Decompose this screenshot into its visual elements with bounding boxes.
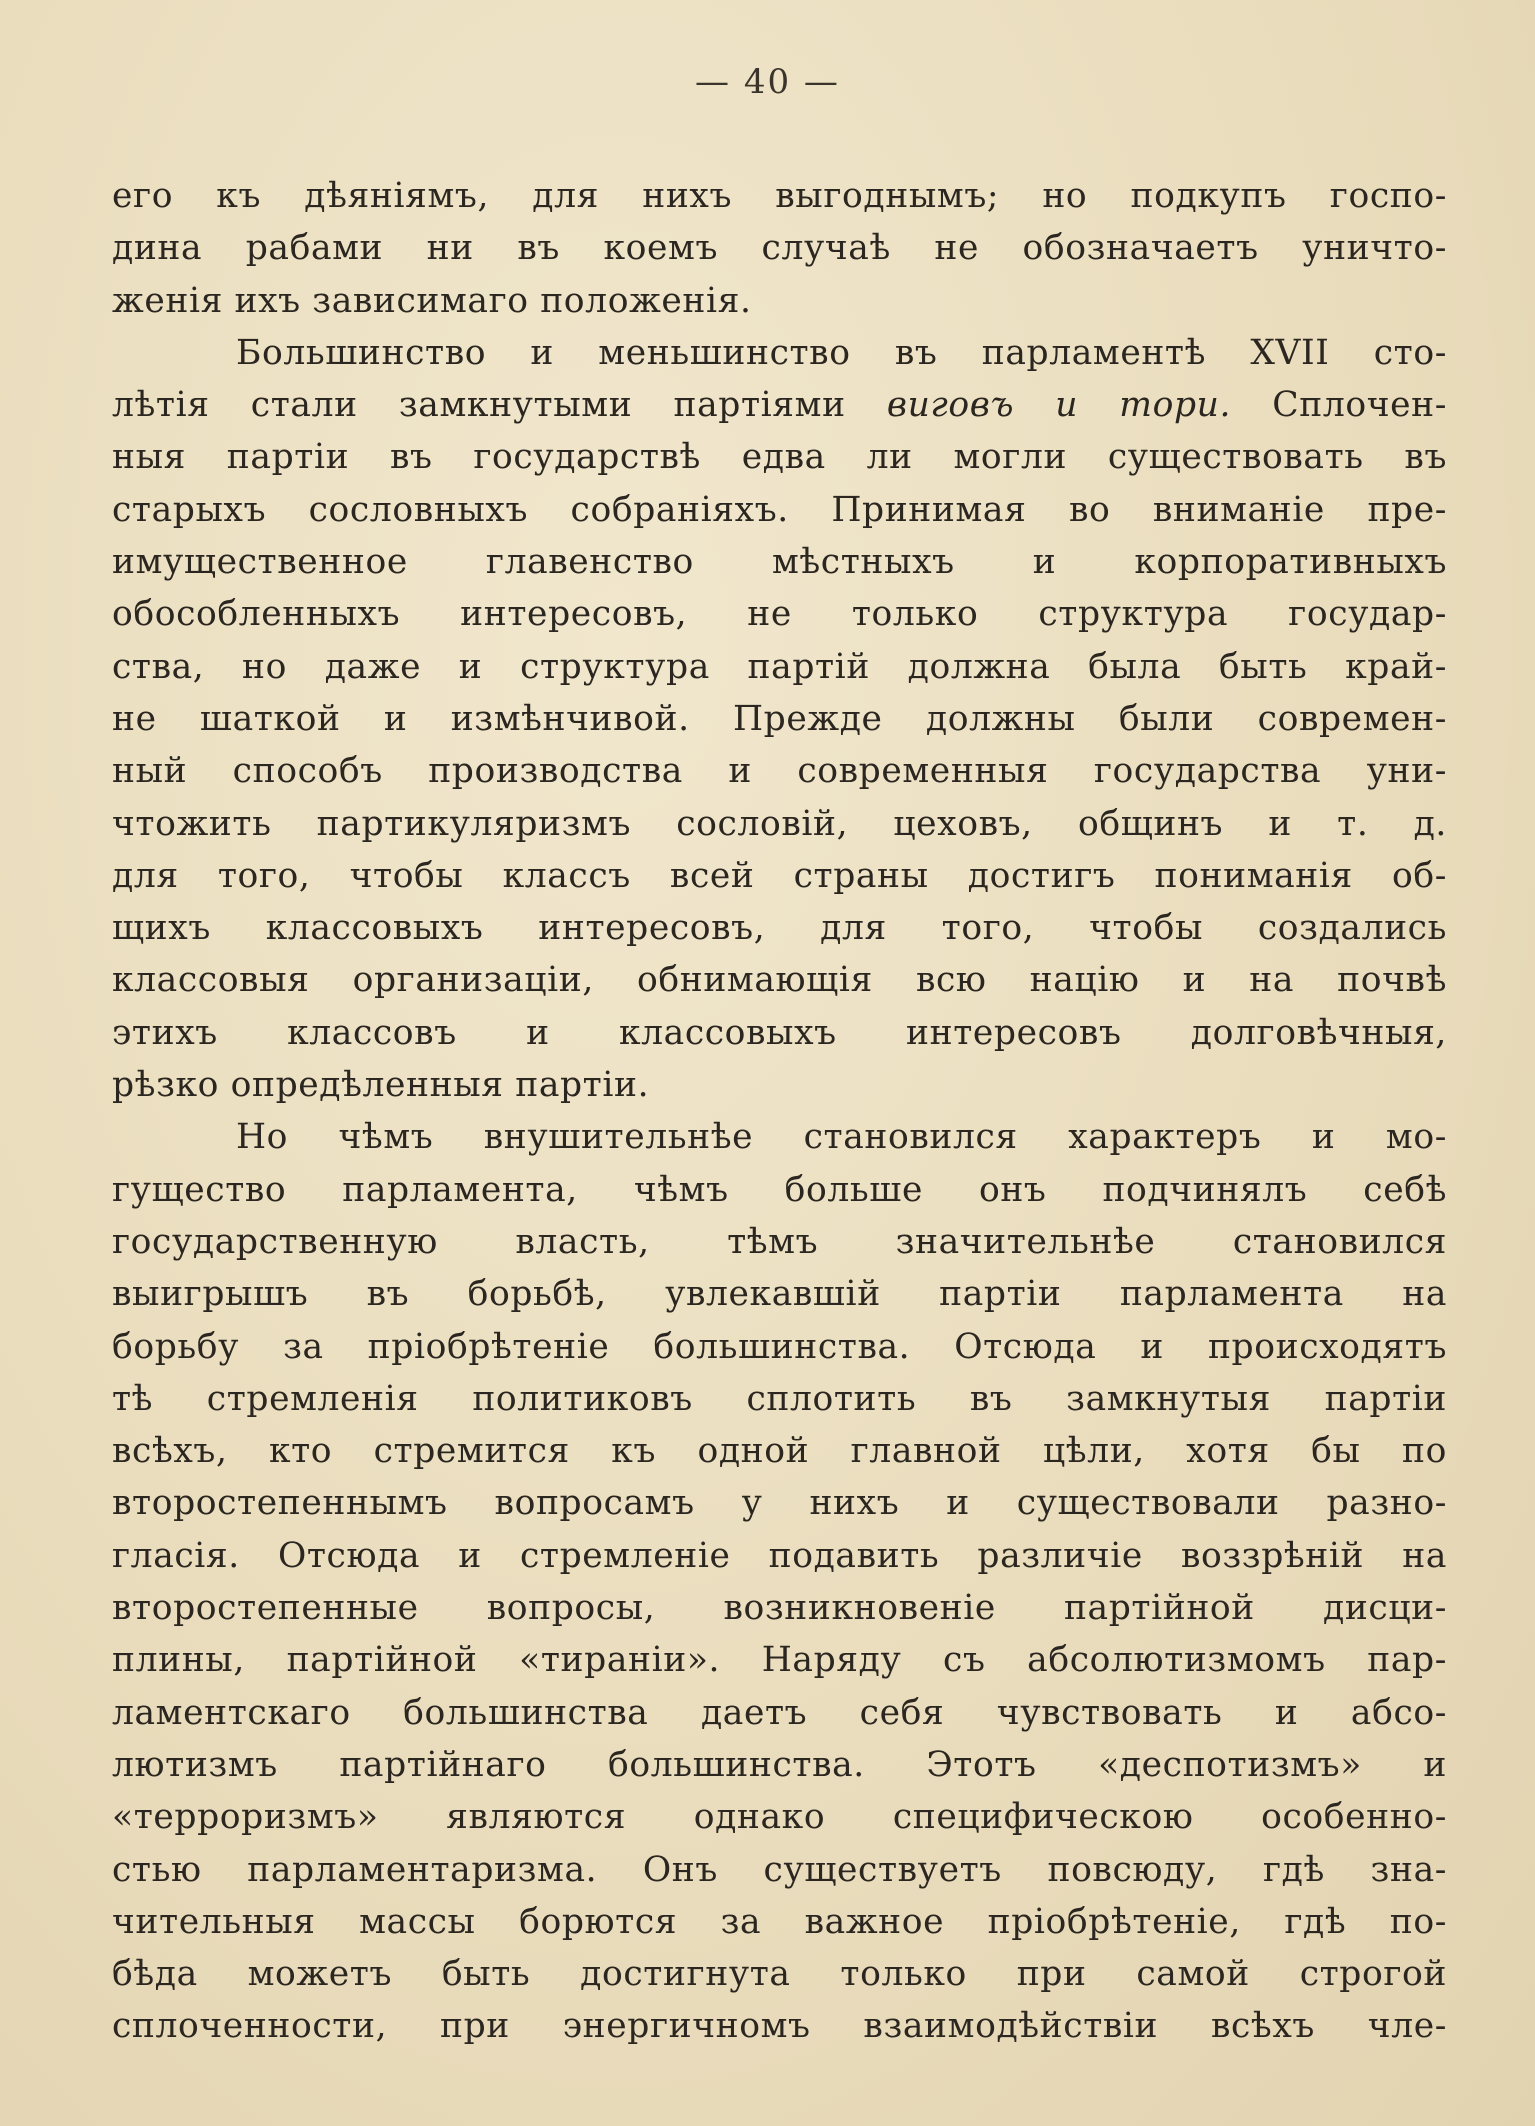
text-line: его къ дѣяніямъ, для нихъ выгоднымъ; но подкупъ госпо- [112,176,1447,216]
text-line: обособленныхъ интересовъ, не только структура государ- [112,594,1447,635]
text-line: борьбу за пріобрѣтеніе большинства. Отсюда и происходятъ [112,1326,1447,1367]
text-line: дина рабами ни въ коемъ случаѣ не обозначаетъ уничто- [112,228,1447,269]
text-segment: лѣтія стали замкнутыми партіями [112,385,887,426]
text-line: классовыя организаціи, обнимающія всю націю и на почвѣ [112,960,1447,1001]
text-line: чительныя массы борются за важное пріобрѣтеніе, гдѣ по- [112,1901,1447,1942]
text-line: ства, но даже и структура партій должна была быть край- [112,646,1447,687]
text-line: Большинство и меньшинство въ парламентѣ XVII сто- [236,332,1447,373]
text-line: «терроризмъ» являются однако специфическою особенно- [112,1797,1447,1838]
text-line: старыхъ сословныхъ собраніяхъ. Принимая во вниманіе пре- [112,489,1447,530]
text-line: имущественное главенство мѣстныхъ и корпоративныхъ [112,542,1447,583]
body-text [112,170,1447,2053]
text-line: этихъ классовъ и классовыхъ интересовъ долговѣчныя, [112,1012,1447,1053]
text-segment: Сплочен- [1231,385,1447,426]
text-line: не шаткой и измѣнчивой. Прежде должны были современ- [112,698,1447,739]
text-line: всѣхъ, кто стремится къ одной главной цѣли, хотя бы по [112,1431,1447,1472]
page-number: — 40 — [695,62,840,102]
text-line: для того, чтобы классъ всей страны достигъ пониманія об- [112,855,1447,896]
text-line: второстепенные вопросы, возникновеніе партійной дисци- [112,1588,1447,1629]
text-line: ламентскаго большинства даетъ себя чувствовать и абсо- [112,1692,1447,1733]
text-line: сплоченности, при энергичномъ взаимодѣйствіи всѣхъ чле- [112,2006,1447,2047]
text-line: выигрышъ въ борьбѣ, увлекавшій партіи парламента на [112,1274,1447,1315]
text-line: лютизмъ партійнаго большинства. Этотъ «деспотизмъ» и [112,1744,1447,1785]
text-line: второстепеннымъ вопросамъ у нихъ и существовали разно- [112,1483,1447,1524]
text-line: плины, партійной «тираніи». Наряду съ абсолютизмомъ пар- [112,1640,1447,1681]
text-line: гущество парламента, чѣмъ больше онъ подчинялъ себѣ [112,1169,1447,1210]
text-line: рѣзко опредѣленныя партіи. [112,1065,650,1106]
text-line: бѣда можетъ быть достигнута только при самой строгой [112,1954,1447,1995]
text-line: щихъ классовыхъ интересовъ, для того, чтобы создались [112,908,1447,949]
text-line: ный способъ производства и современныя государства уни- [112,751,1447,792]
text-line: государственную власть, тѣмъ значительнѣе становился [112,1221,1447,1262]
italic-phrase: виговъ и тори. [886,385,1232,426]
text-line: чтожить партикуляризмъ сословій, цеховъ, общинъ и т. д. [112,803,1447,844]
text-line: тѣ стремленія политиковъ сплотить въ замкнутыя партіи [112,1378,1447,1419]
text-line: гласія. Отсюда и стремленіе подавить различіе воззрѣній на [112,1535,1447,1576]
text-line: Но чѣмъ внушительнѣе становился характеръ и мо- [236,1117,1447,1158]
text-line [112,379,1447,431]
text-line: женія ихъ зависимаго положенія. [112,280,752,321]
text-line: стью парламентаризма. Онъ существуетъ повсюду, гдѣ зна- [112,1849,1447,1890]
text-line: ныя партіи въ государствѣ едва ли могли существовать въ [112,437,1447,478]
